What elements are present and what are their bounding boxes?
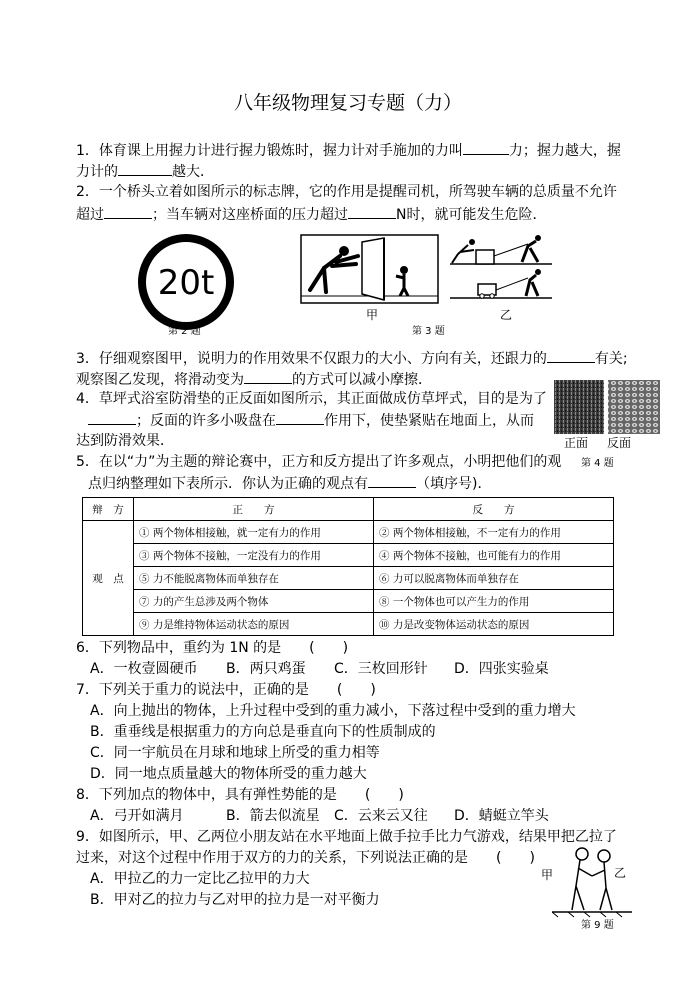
door-panel bbox=[362, 238, 384, 300]
q1-text-d: 越大． bbox=[172, 164, 214, 180]
q3-blank-1[interactable] bbox=[547, 348, 595, 363]
q7-stem: 7．下列关于重力的说法中，正确的是 ( ) bbox=[76, 682, 376, 698]
table-header-row bbox=[83, 498, 614, 521]
fig3-caption: 第 3 题 bbox=[412, 326, 445, 337]
table-cell-con: ④ 两个物体不接触，也可能有力的作用 bbox=[374, 544, 614, 567]
q1-text-a: 1．体育课上用握力计进行握力锻炼时，握力计对手施加的力叫 bbox=[76, 143, 463, 159]
q4-line-3: 达到防滑效果． bbox=[76, 433, 174, 449]
fig3-label-yi: 乙 bbox=[500, 308, 513, 322]
q3-text-c: 观察图乙发现，将滑动变为 bbox=[76, 372, 244, 388]
q2-text-b: ；当车辆对这座桥面的压力超过 bbox=[152, 207, 348, 223]
q6-option-d[interactable]: D．四张实验桌 bbox=[454, 661, 549, 677]
table-header-con: 反 方 bbox=[374, 498, 614, 521]
q4-line-1: 4．草坪式浴室防滑垫的正反面如图所示，其正面做成仿草坪式，目的是为了 bbox=[76, 391, 547, 407]
q5-blank[interactable] bbox=[368, 473, 416, 488]
q5-text-b: （填序号)． bbox=[416, 476, 492, 492]
fig4-label-back: 反面 bbox=[607, 436, 632, 450]
fig9-label-jia: 甲 bbox=[541, 868, 554, 882]
opinions-table bbox=[82, 497, 614, 636]
table-cell-pro: ⑨ 力是维持物体运动状态的原因 bbox=[134, 613, 374, 636]
table-cell-con: ② 两个物体相接触，不一定有力的作用 bbox=[374, 521, 614, 544]
table-cell-pro: ③ 两个物体不接触，一定没有力的作用 bbox=[134, 544, 374, 567]
q2-blank-2[interactable] bbox=[348, 204, 396, 219]
q5-text-a: 点归纳整理如下表所示．你认为正确的观点有 bbox=[88, 476, 368, 492]
table-row-label: 观 点 bbox=[83, 521, 134, 636]
table-row bbox=[83, 613, 614, 636]
q3-text-d: 的方式可以减小摩擦． bbox=[292, 372, 432, 388]
table-row bbox=[83, 567, 614, 590]
q1-line-2 bbox=[76, 161, 214, 182]
fig3-label-jia: 甲 bbox=[366, 308, 379, 322]
q1-text-b: 力；握力越大，握 bbox=[508, 143, 621, 159]
q2-blank-1[interactable] bbox=[104, 204, 152, 219]
page-title: 八年级物理复习专题（力） bbox=[233, 92, 462, 114]
q7-option-c[interactable]: C．同一宇航员在月球和地球上所受的重力相等 bbox=[90, 745, 380, 761]
q4-blank-1[interactable] bbox=[88, 410, 136, 425]
box-rolling bbox=[478, 284, 496, 295]
q6-option-a[interactable]: A．一枚壹圆硬币 bbox=[90, 661, 198, 677]
fig4-caption: 第 4 题 bbox=[581, 458, 614, 469]
q9-option-a[interactable]: A．甲拉乙的力一定比乙拉甲的力大 bbox=[90, 871, 310, 887]
q6-stem: 6．下列物品中，重约为 1N 的是 ( ) bbox=[76, 640, 349, 656]
table-cell-pro: ① 两个物体相接触，就一定有力的作用 bbox=[134, 521, 374, 544]
table-header-pro: 正 方 bbox=[134, 498, 374, 521]
q4-text-a: ；反面的许多小吸盘在 bbox=[136, 413, 276, 429]
q3-text-a: 3．仔细观察图甲，说明力的作用效果不仅跟力的大小、方向有关，还跟力的 bbox=[76, 351, 547, 367]
table-cell-pro: ⑤ 力不能脱离物体而单独存在 bbox=[134, 567, 374, 590]
fig9-label-yi: 乙 bbox=[614, 866, 627, 880]
q3-text-b: 有关; bbox=[594, 351, 628, 367]
q3-line-1 bbox=[76, 348, 628, 369]
q2-text-c: N时，就可能发生危险． bbox=[396, 207, 547, 223]
friction-illustration bbox=[448, 234, 554, 304]
mat-front-image bbox=[554, 380, 604, 434]
box-sliding bbox=[476, 250, 494, 264]
table-cell-con: ⑩ 力是改变物体运动状态的原因 bbox=[374, 613, 614, 636]
q9-line-1: 9．如图所示，甲、乙两位小朋友站在水平地面上做手拉手比力气游戏，结果甲把乙拉了 bbox=[76, 829, 617, 845]
q5-line-2 bbox=[88, 473, 491, 494]
q1-text-c: 力计的 bbox=[76, 164, 118, 180]
table-cell-con: ⑧ 一个物体也可以产生力的作用 bbox=[374, 590, 614, 613]
q6-option-b[interactable]: B．两只鸡蛋 bbox=[226, 661, 306, 677]
q8-option-d[interactable]: D．蜻蜓立竿头 bbox=[454, 808, 549, 824]
mat-back-image bbox=[608, 380, 660, 434]
table-cell-pro: ⑦ 力的产生总涉及两个物体 bbox=[134, 590, 374, 613]
q7-option-b[interactable]: B．重垂线是根据重力的方向总是垂直向下的性质制成的 bbox=[90, 724, 436, 740]
q7-option-d[interactable]: D．同一地点质量越大的物体所受的重力越大 bbox=[90, 766, 367, 782]
q2-text-a: 超过 bbox=[76, 207, 104, 223]
child-jia-head bbox=[576, 848, 588, 860]
child-head bbox=[400, 266, 408, 274]
q1-blank-1[interactable] bbox=[463, 140, 509, 155]
q8-option-b[interactable]: B．箭去似流星 bbox=[226, 808, 320, 824]
table-header-side: 辩 方 bbox=[83, 498, 134, 521]
anti-slip-mat-photo bbox=[554, 380, 660, 434]
q4-text-b: 作用下，使垫紧贴在地面上，从而 bbox=[324, 413, 534, 429]
door-push-illustration bbox=[300, 234, 440, 306]
fig9-caption: 第 9 题 bbox=[581, 920, 614, 931]
q4-line-2 bbox=[88, 410, 534, 431]
q8-option-a[interactable]: A．弓开如满月 bbox=[90, 808, 184, 824]
q5-line-1: 5．在以“力”为主题的辩论赛中，正方和反方提出了许多观点，小明把他们的观 bbox=[76, 454, 562, 470]
table-row bbox=[83, 590, 614, 613]
q4-blank-2[interactable] bbox=[276, 410, 324, 425]
table-row bbox=[83, 521, 614, 544]
table-row bbox=[83, 544, 614, 567]
sign-text: 20t bbox=[157, 263, 215, 303]
tug-of-war-illustration bbox=[552, 846, 632, 918]
q9-line-2: 过来，对这个过程中作用于双方的力的关系，下列说法正确的是 ( ) bbox=[76, 850, 535, 866]
table-cell-con: ⑥ 力可以脱离物体而单独存在 bbox=[374, 567, 614, 590]
q8-option-c[interactable]: C．云来云又往 bbox=[334, 808, 428, 824]
weight-limit-sign bbox=[136, 232, 236, 332]
q3-line-2 bbox=[76, 369, 432, 390]
q2-line-1: 2．一个桥头立着如图所示的标志牌，它的作用是提醒司机，所驾驶车辆的总质量不允许 bbox=[76, 184, 617, 200]
q3-blank-2[interactable] bbox=[244, 369, 292, 384]
q2-line-2 bbox=[76, 204, 546, 225]
fig4-label-front: 正面 bbox=[564, 436, 589, 450]
q6-option-c[interactable]: C．三枚回形针 bbox=[334, 661, 428, 677]
q9-option-b[interactable]: B．甲对乙的拉力与乙对甲的拉力是一对平衡力 bbox=[90, 892, 380, 908]
fig2-caption: 第 2 题 bbox=[168, 326, 201, 337]
child-yi-head bbox=[598, 850, 610, 862]
q7-option-a[interactable]: A．向上抛出的物体，上升过程中受到的重力减小，下落过程中受到的重力增大 bbox=[90, 703, 576, 719]
q1-line-1 bbox=[76, 140, 621, 161]
q1-blank-2[interactable] bbox=[118, 161, 172, 176]
q8-stem: 8．下列加点的物体中，具有弹性势能的是 ( ) bbox=[76, 787, 404, 803]
